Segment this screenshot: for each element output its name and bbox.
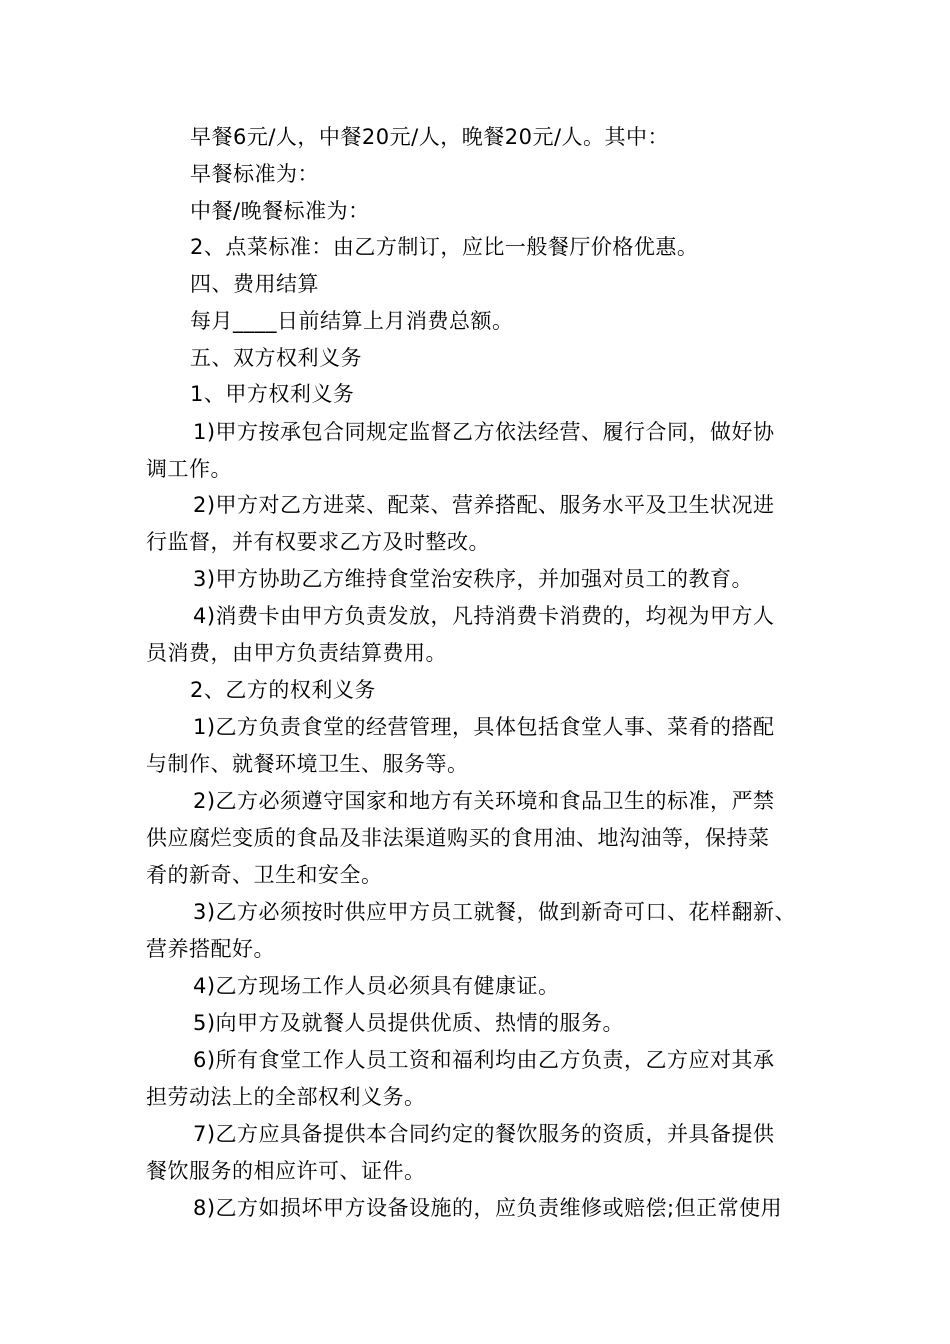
paragraph-a4-line1: 4)消费卡由甲方负责发放，凡持消费卡消费的，均视为甲方人 (193, 604, 775, 628)
section-heading-settlement: 四、费用结算 (190, 272, 319, 296)
subheading-party-a: 1、甲方权利义务 (190, 382, 355, 406)
paragraph-meal-prices: 早餐6元/人，中餐20元/人，晚餐20元/人。其中： (190, 125, 670, 149)
paragraph-b5: 5)向甲方及就餐人员提供优质、热情的服务。 (193, 1011, 625, 1035)
paragraph-monthly-settlement: 每月____日前结算上月消费总额。 (190, 309, 514, 333)
paragraph-b3-line1: 3)乙方必须按时供应甲方员工就餐，做到新奇可口、花样翻新、 (193, 900, 797, 924)
paragraph-lunch-dinner-standard: 中餐/晚餐标准为： (190, 199, 370, 223)
paragraph-a2-line2: 行监督，并有权要求乙方及时整改。 (146, 530, 490, 554)
paragraph-a4-line2: 员消费，由甲方负责结算费用。 (146, 641, 447, 665)
paragraph-breakfast-standard: 早餐标准为： (190, 162, 319, 186)
paragraph-a1-line2: 调工作。 (146, 457, 232, 481)
paragraph-b2-line1: 2)乙方必须遵守国家和地方有关环境和食品卫生的标准，严禁 (193, 789, 775, 813)
subheading-party-b: 2、乙方的权利义务 (190, 678, 376, 702)
paragraph-b7-line1: 7)乙方应具备提供本合同约定的餐饮服务的资质，并具备提供 (193, 1122, 775, 1146)
paragraph-a1-line1: 1)甲方按承包合同规定监督乙方依法经营、履行合同，做好协 (193, 420, 775, 444)
section-heading-rights: 五、双方权利义务 (190, 346, 362, 370)
paragraph-b4: 4)乙方现场工作人员必须具有健康证。 (193, 974, 560, 998)
paragraph-b6-line1: 6)所有食堂工作人员工资和福利均由乙方负责，乙方应对其承 (193, 1048, 775, 1072)
paragraph-b2-line3: 肴的新奇、卫生和安全。 (146, 863, 383, 887)
paragraph-a3: 3)甲方协助乙方维持食堂治安秩序，并加强对员工的教育。 (193, 567, 754, 591)
paragraph-b1-line2: 与制作、就餐环境卫生、服务等。 (146, 752, 469, 776)
paragraph-b7-line2: 餐饮服务的相应许可、证件。 (146, 1159, 426, 1183)
paragraph-b1-line1: 1)乙方负责食堂的经营管理，具体包括食堂人事、菜肴的搭配 (193, 715, 775, 739)
paragraph-ordering-standard: 2、点菜标准：由乙方制订，应比一般餐厅价格优惠。 (190, 235, 699, 259)
paragraph-b2-line2: 供应腐烂变质的食品及非法渠道购买的食用油、地沟油等，保持菜 (146, 826, 770, 850)
paragraph-b3-line2: 营养搭配好。 (146, 937, 275, 961)
paragraph-b6-line2: 担劳动法上的全部权利义务。 (146, 1085, 426, 1109)
paragraph-a2-line1: 2)甲方对乙方进菜、配菜、营养搭配、服务水平及卫生状况进 (193, 493, 775, 517)
paragraph-b8-line1: 8)乙方如损坏甲方设备设施的，应负责维修或赔偿;但正常使用 (193, 1196, 783, 1220)
